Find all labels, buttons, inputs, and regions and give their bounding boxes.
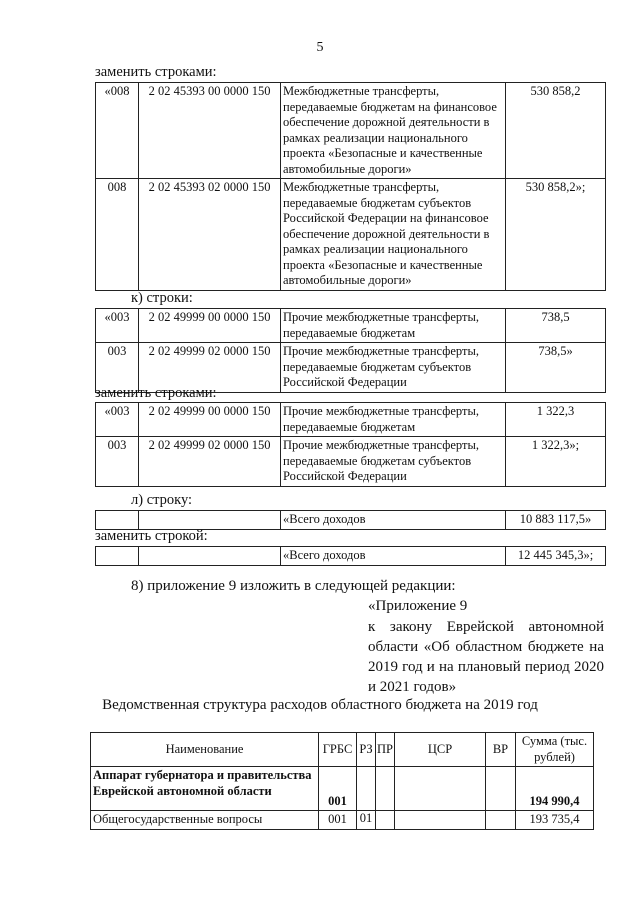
table-row [96,547,606,566]
pr-cell [376,767,395,811]
name-cell: Прочие межбюджетные трансферты, передаваемые бюджетам субъектов Российской Федерации [281,437,506,487]
vr-cell [486,811,516,830]
sum-cell: 1 322,3 [506,403,606,437]
header-name: Наименование [91,733,319,767]
expense-table [90,732,594,830]
sum-cell: 1 322,3»; [506,437,606,487]
code-cell: 003 [96,437,139,487]
name-cell: Прочие межбюджетные трансферты, передаваемые бюджетам [281,309,506,343]
budget-table-j [95,82,606,291]
sum-cell: 738,5» [506,343,606,393]
name-cell: Аппарат губернатора и правительства Еврейской автономной области [91,767,319,811]
kbk-cell: 2 02 49999 02 0000 150 [139,437,281,487]
csr-cell [395,767,486,811]
pr-cell [376,811,395,830]
budget-table-l-old [95,510,606,530]
replace-label-k: заменить строками: [95,385,217,401]
header-sum: Сумма (тыс. рублей) [516,733,594,767]
section-k-label: к) строки: [131,290,193,306]
table-row [91,811,594,830]
table-row [96,179,606,291]
header-rz: РЗ [357,733,376,767]
header-vr: ВР [486,733,516,767]
kbk-cell: 2 02 45393 02 0000 150 [139,179,281,291]
code-cell: 008 [96,179,139,291]
code-cell: «003 [96,309,139,343]
table-row [96,511,606,530]
rz-cell: 01 [357,811,376,830]
grbs-cell: 001 [319,767,357,811]
budget-table-l-new [95,546,606,566]
empty-cell [139,511,281,530]
header-pr: ПР [376,733,395,767]
name-cell: Межбюджетные трансферты, передаваемые бюджетам субъектов Российской Федерации на финансовое обеспечение дорожной деятельности в рамках реализации национального проекта «Безопасные и качественные автомобильные дороги» [281,179,506,291]
sum-cell: 193 735,4 [516,811,594,830]
name-cell: «Всего доходов [281,511,506,530]
item-8-text: 8) приложение 9 изложить в следующей редакции: [131,578,456,594]
empty-cell [96,547,139,566]
table-title: Ведомственная структура расходов областного бюджета на 2019 год [102,697,538,713]
section-l-label: л) строку: [131,492,193,508]
budget-table-k-new [95,402,606,487]
table-row [96,309,606,343]
name-cell: Общегосударственные вопросы [91,811,319,830]
vr-cell [486,767,516,811]
kbk-cell: 2 02 49999 00 0000 150 [139,403,281,437]
name-cell: «Всего доходов [281,547,506,566]
code-cell: «003 [96,403,139,437]
empty-cell [96,511,139,530]
rz-cell [357,767,376,811]
replace-label-l: заменить строкой: [95,528,208,544]
sum-cell: 530 858,2 [506,83,606,179]
header-grbs: ГРБС [319,733,357,767]
csr-cell [395,811,486,830]
table-row [96,437,606,487]
name-cell: Межбюджетные трансферты, передаваемые бюджетам на финансовое обеспечение дорожной деятельности в рамках реализации национального проекта «Безопасные и качественные автомобильные дороги» [281,83,506,179]
empty-cell [139,547,281,566]
budget-table-k-old [95,308,606,393]
table-header-row [91,733,594,767]
sum-cell: 194 990,4 [516,767,594,811]
code-cell: 003 [96,343,139,393]
table-row [96,403,606,437]
sum-cell: 530 858,2»; [506,179,606,291]
table-row [91,767,594,811]
sum-cell: 12 445 345,3»; [506,547,606,566]
sum-cell: 10 883 117,5» [506,511,606,530]
kbk-cell: 2 02 45393 00 0000 150 [139,83,281,179]
page-number: 5 [316,40,324,55]
kbk-cell: 2 02 49999 02 0000 150 [139,343,281,393]
kbk-cell: 2 02 49999 00 0000 150 [139,309,281,343]
sum-cell: 738,5 [506,309,606,343]
appendix-line1: «Приложение 9 [368,598,468,614]
replace-label-j: заменить строками: [95,64,217,80]
code-cell: «008 [96,83,139,179]
table-row [96,83,606,179]
header-csr: ЦСР [395,733,486,767]
appendix-body: к закону Еврейской автономной области «Об областном бюджете на 2019 год и на плановый период 2020 и 2021 годов» [368,619,604,695]
grbs-cell: 001 [319,811,357,830]
name-cell: Прочие межбюджетные трансферты, передаваемые бюджетам субъектов Российской Федерации [281,343,506,393]
name-cell: Прочие межбюджетные трансферты, передаваемые бюджетам [281,403,506,437]
